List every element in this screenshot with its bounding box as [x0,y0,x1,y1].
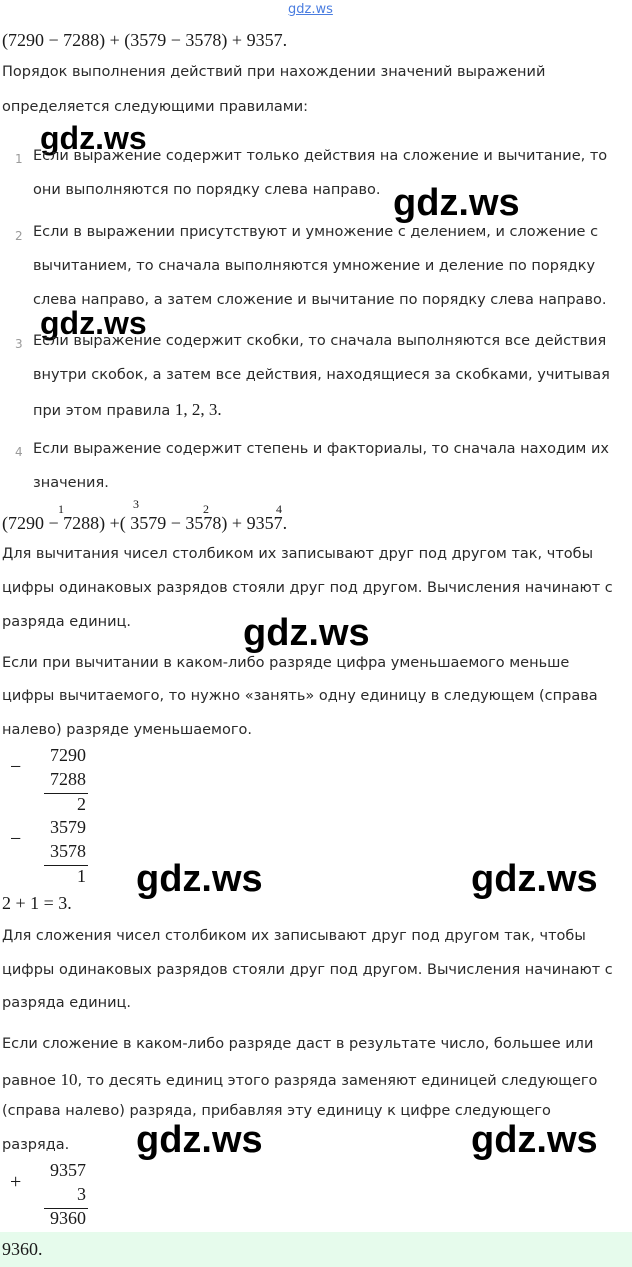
rule-2-line: слева направо, а затем сложение и вычитание по порядку слева направо. [33,292,607,308]
sum: 9360 [50,1208,86,1228]
expression-1: (7290 − 7288) + (3579 − 3578) + 9357. [2,30,288,50]
subtrahend: 3578 [50,841,86,861]
minus-sign: − [10,828,22,850]
rule-1-line: Если выражение содержит только действия на сложение и вычитание, то [33,148,608,164]
intro-line-2: определяется следующими правилами: [2,99,309,115]
carry-text-part: равное [2,1073,61,1089]
expression-2: (7290 − 7288) +( 3579 − 3578) + 9357. [2,513,288,533]
intro-line-1: Порядок выполнения действий при нахождении значений выражений [2,64,546,80]
addition-text-line: цифры одинаковых разрядов стояли друг под другом. Вычисления начинают с [2,962,613,978]
addend: 3 [77,1184,86,1204]
order-mark: 2 [203,502,209,516]
carry-text-part: , то десять единиц этого разряда заменяют единицей следующего [77,1073,598,1089]
addition-text-line: разряда единиц. [2,995,131,1011]
site-link[interactable]: gdz.ws [288,2,333,17]
borrow-text-line: налево) разряде уменьшаемого. [2,722,252,738]
sum-line: 2 + 1 = 3. [2,893,72,913]
rule-3-line [33,400,222,420]
rule-2-line: Если в выражении присутствуют и умножение с делением, и сложение с [33,224,599,240]
rule-3-text: при этом правила [33,403,175,419]
rule-1-line: они выполняются по порядку слева направо. [33,182,381,198]
minus-sign: − [10,756,22,778]
watermark: gdz.ws [40,305,147,341]
rule-number: 3 [15,337,23,351]
difference: 1 [77,866,86,886]
plus-sign: + [10,1171,22,1193]
watermark: gdz.ws [471,1119,598,1161]
subtraction-text-line: цифры одинаковых разрядов стояли друг под другом. Вычисления начинают с [2,580,613,596]
difference: 2 [77,794,86,814]
rule-2-line: вычитанием, то сначала выполняются умножение и деление по порядку [33,258,596,274]
rule-3-line: Если выражение содержит скобки, то сначала выполняются все действия [33,333,607,349]
order-mark: 3 [133,497,139,511]
answer: 9360. [2,1239,43,1259]
watermark: gdz.ws [136,1119,263,1161]
carry-text-line [2,1070,597,1090]
subtrahend: 7288 [50,769,86,789]
rule-4-line: значения. [33,475,109,491]
carry-text-line: Если сложение в каком-либо разряде даст в результате число, большее или [2,1036,594,1052]
borrow-text-line: цифры вычитаемого, то нужно «занять» одну единицу в следующем (справа [2,688,598,704]
watermark: gdz.ws [243,612,370,654]
rule-number: 2 [15,229,23,243]
minuend: 7290 [50,745,86,765]
order-mark: 1 [58,502,64,516]
rule-number: 4 [15,445,23,459]
subtraction-text-line: разряда единиц. [2,614,131,630]
carry-text-line: (справа налево) разряда, прибавляя эту единицу к цифре следующего [2,1103,551,1119]
answer-highlight [0,1232,632,1267]
carry-number: 10 [60,1070,78,1089]
minuend: 3579 [50,817,86,837]
carry-text-line: разряда. [2,1137,70,1153]
order-mark: 4 [276,502,282,516]
watermark: gdz.ws [40,120,147,156]
rule-4-line: Если выражение содержит степень и факториалы, то сначала находим их [33,441,609,457]
addition-text-line: Для сложения чисел столбиком их записывают друг под другом так, чтобы [2,928,586,944]
rule-3-numbers: 1, 2, 3. [174,400,222,419]
watermark: gdz.ws [471,858,598,900]
watermark: gdz.ws [136,858,263,900]
rule-3-line: внутри скобок, а затем все действия, находящиеся за скобками, учитывая [33,367,610,383]
addend: 9357 [50,1160,86,1180]
subtraction-text-line: Для вычитания чисел столбиком их записывают друг под другом так, чтобы [2,546,594,562]
borrow-text-line: Если при вычитании в каком-либо разряде цифра уменьшаемого меньше [2,655,570,671]
rule-number: 1 [15,152,23,166]
watermark: gdz.ws [393,182,520,224]
